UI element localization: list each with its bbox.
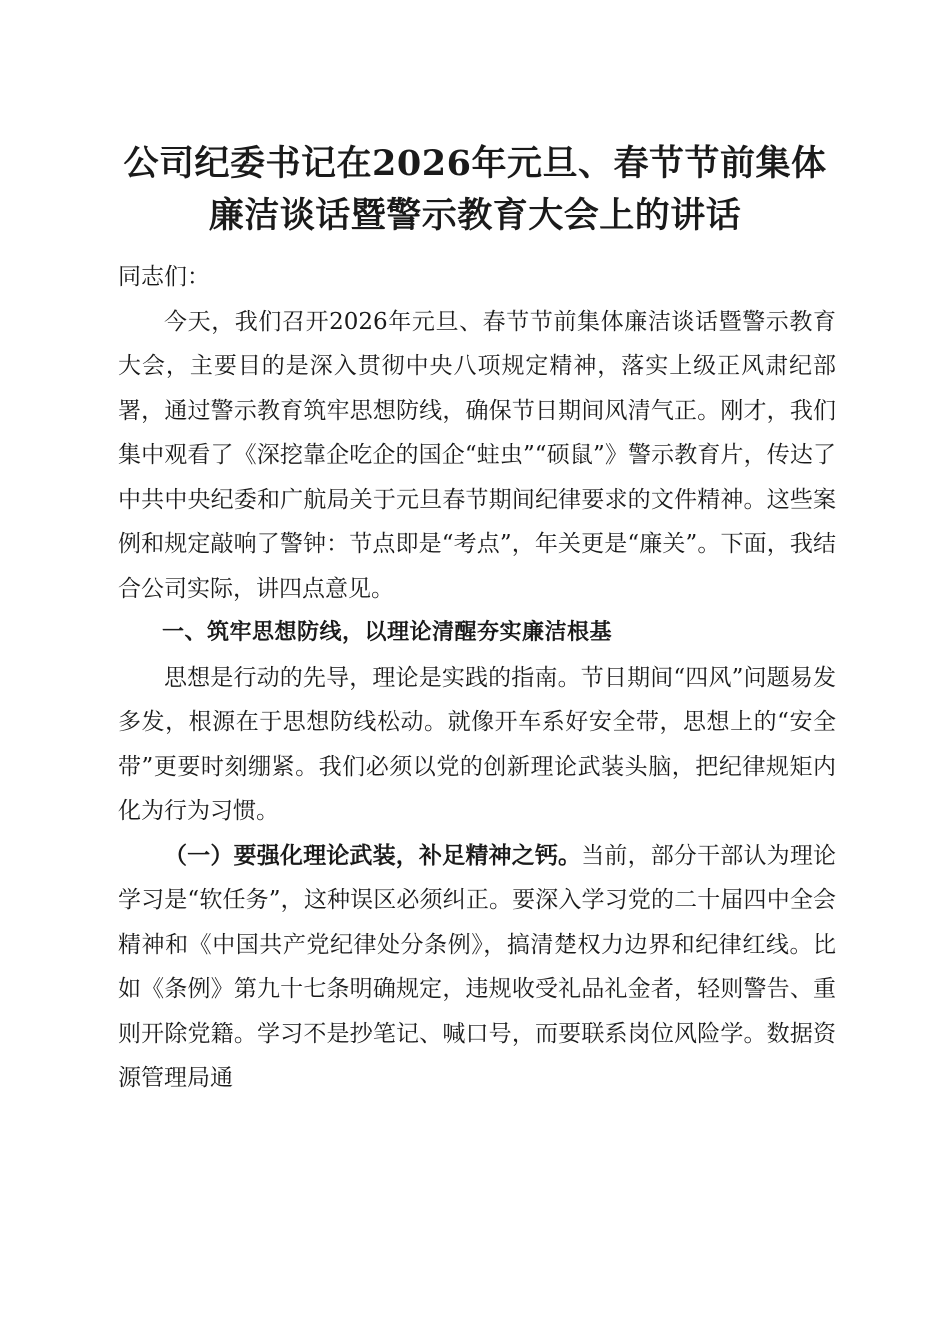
section-1-paragraph: 思想是行动的先导，理论是实践的指南。节日期间“四风”问题易发多发，根源在于思想防线松动。就像开车系好安全带，思想上的“安全带”更要时刻绷紧。我们必须以党的创新理论武装头脑，把纪律规矩内化为行为习惯。 [118,664,836,824]
intro-paragraph: 今天，我们召开2026年元旦、春节节前集体廉洁谈话暨警示教育大会，主要目的是深入贯彻中央八项规定精神，落实上级正风肃纪部署，通过警示教育筑牢思想防线，确保节日期间风清气正。刚才，我们集中观看了《深挖靠企吃企的国企“蛀虫”“硕鼠”》警示教育片，传达了中共中央纪委和广航局关于元旦春节期间纪律要求的文件精神。这些案例和规定敲响了警钟：节点即是“考点”，年关更是“廉关”。下面，我结合公司实际，讲四点意见。 [118,308,836,602]
title-line-2: 廉洁谈话暨警示教育大会上的讲话 [208,195,742,236]
subsection-1-paragraph [118,834,836,1101]
section-heading-1: 一、筑牢思想防线，以理论清醒夯实廉洁根基 [162,620,613,645]
subsection-1-text: 当前，部分干部认为理论学习是“软任务”，这种误区必须纠正。要深入学习党的二十届四中全会精神和《中国共产党纪律处分条例》，搞清楚权力边界和纪律红线。比如《条例》第九十七条明确规定，违规收受礼品礼金者，轻则警告、重则开除党籍。学习不是抄笔记、喊口号，而要联系岗位风险学。数据资源管理局通 [118,842,837,1091]
title-line-1: 公司纪委书记在2026年元旦、春节节前集体 [123,143,827,184]
document-body [118,255,836,1101]
salutation: 同志们： [118,264,210,290]
subsection-1-lead: （一）要强化理论武装，补足精神之钙。 [164,841,582,869]
document-title [100,138,850,242]
